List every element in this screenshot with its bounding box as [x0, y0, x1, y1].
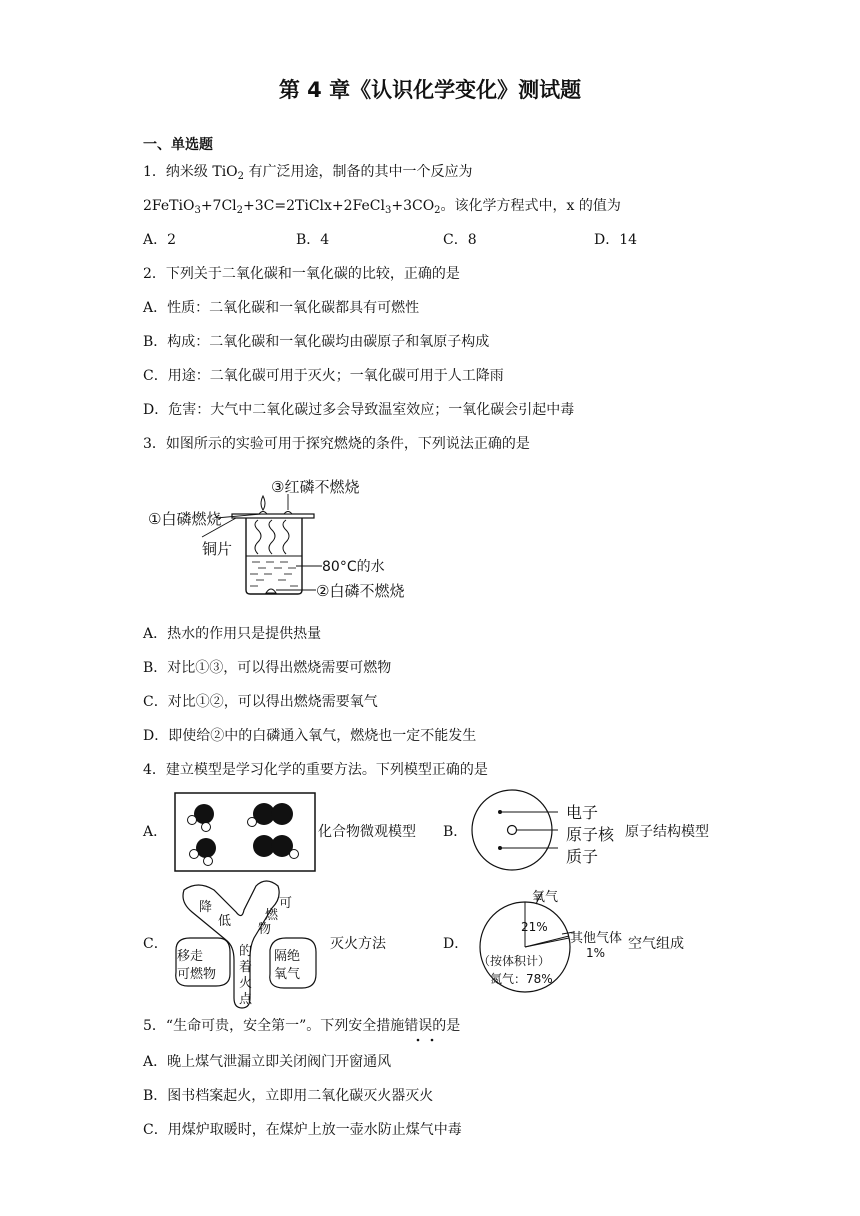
q4-option-c-letter: C． — [143, 936, 168, 952]
q5-option-b: B．图书档案起火，立即用二氧化碳灭火器灭火 — [143, 1088, 434, 1104]
water-hatching — [250, 562, 298, 586]
label-oxygen: 氧气 — [532, 890, 559, 905]
white-phosphorus-underwater — [266, 589, 276, 593]
q4-option-d-letter: D． — [443, 936, 469, 952]
q4-option-c-caption: 灭火方法 — [330, 936, 386, 952]
q5-stem: 5．“生命可贵，安全第一”。下列安全措施错误的是 — [143, 1018, 461, 1034]
atom-structure-model-figure — [470, 784, 560, 874]
q2-stem: 2．下列关于二氧化碳和一氧化碳的比较，正确的是 — [143, 266, 460, 282]
label-electron: 电子 — [566, 803, 599, 822]
q3-option-c: C．对比①②，可以得出燃烧需要氧气 — [143, 694, 378, 710]
label-ignition-1: 的 — [239, 944, 253, 959]
q4-option-d-caption: 空气组成 — [628, 936, 684, 952]
q2-option-c: C．用途：二氧化碳可用于灭火；一氧化碳可用于人工降雨 — [143, 368, 504, 384]
label-ignition-3: 火 — [239, 976, 253, 991]
label-ignition-4: 点 — [239, 992, 253, 1007]
q5-option-a: A．晚上煤气泄漏立即关闭阀门开窗通风 — [143, 1054, 392, 1070]
q4-stem: 4．建立模型是学习化学的重要方法。下列模型正确的是 — [143, 762, 488, 778]
emphasis-wrong: 错误 — [404, 1018, 433, 1034]
q3-option-a: A．热水的作用只是提供热量 — [143, 626, 322, 642]
label-isolate-oxygen-2: 氧气 — [274, 967, 301, 982]
q3-option-b: B．对比①③，可以得出燃烧需要可燃物 — [143, 660, 392, 676]
page-title: 第 4 章《认识化学变化》测试题 — [278, 78, 582, 102]
label-white-phosphorus-underwater: ②白磷不燃烧 — [316, 582, 405, 600]
label-other-gases: 其他气体 — [570, 931, 623, 946]
q3-stem: 3．如图所示的实验可用于探究燃烧的条件，下列说法正确的是 — [143, 436, 530, 452]
q1-equation: $2FeTiO_3+7Cl_2+3C=2TiClx+2FeCl_3+3CO_2$。该化学方程式中，x 的值为 — [143, 198, 621, 216]
q1-option-d: D．14 — [594, 232, 638, 248]
q3-option-d: D．即使给②中的白磷通入氧气，燃烧也一定不能发生 — [143, 728, 477, 744]
steam-lines — [255, 520, 289, 554]
q5-option-c: C．用煤炉取暖时，在煤炉上放一壶水防止煤气中毒 — [143, 1122, 462, 1138]
section-heading: 一、单选题 — [143, 137, 213, 153]
label-nucleus: 原子核 — [566, 825, 615, 844]
q2-option-b: B．构成：二氧化碳和一氧化碳均由碳原子和氧原子构成 — [143, 334, 490, 350]
red-phosphorus — [284, 512, 292, 515]
label-remove-combustible-1: 移走 — [177, 949, 204, 964]
label-ignition-2: 着 — [239, 960, 253, 975]
label-other-gases-percent: 1% — [586, 946, 606, 960]
q4-option-a-caption: 化合物微观模型 — [318, 824, 416, 840]
label-oxygen-percent: 21% — [521, 920, 548, 934]
q4-option-a-letter: A． — [143, 824, 168, 840]
q2-option-a: A．性质：二氧化碳和一氧化碳都具有可燃性 — [143, 300, 420, 316]
label-proton: 质子 — [566, 847, 599, 866]
emphasis-dots — [410, 1037, 450, 1043]
q4-option-b-caption: 原子结构模型 — [625, 824, 709, 840]
compound-micro-model-figure — [174, 792, 316, 872]
flame-icon — [261, 496, 265, 510]
label-red-phosphorus: ③红磷不燃烧 — [271, 478, 360, 496]
q1-option-b: B．4 — [296, 232, 330, 248]
q1-option-c: C．8 — [443, 232, 477, 248]
label-remove-combustible-2: 可燃物 — [177, 967, 217, 982]
label-hot-water: 80°C的水 — [322, 559, 385, 575]
q1-stem: 1．纳米级 TiO$_2$ 有广泛用途，制备的其中一个反应为 — [143, 164, 473, 182]
label-combustible-2: 燃 — [265, 908, 279, 923]
label-lower-1: 降 — [199, 900, 213, 915]
q4-option-b-letter: B． — [443, 824, 468, 840]
label-nitrogen: 氮气：78% — [490, 972, 553, 986]
label-combustible-1: 可 — [279, 896, 293, 911]
q2-option-d: D．危害：大气中二氧化碳过多会导致温室效应；一氧化碳会引起中毒 — [143, 402, 575, 418]
copper-sheet — [232, 514, 314, 518]
label-white-phosphorus-burning: ①白磷燃烧 — [148, 510, 222, 528]
label-combustible-3: 物 — [258, 922, 272, 937]
label-lower-2: 低 — [218, 914, 232, 929]
label-copper-sheet: 铜片 — [202, 540, 233, 558]
label-volume-basis: （按体积计） — [478, 954, 551, 968]
label-isolate-oxygen-1: 隔绝 — [274, 949, 301, 964]
q1-option-a: A．2 — [143, 232, 177, 248]
